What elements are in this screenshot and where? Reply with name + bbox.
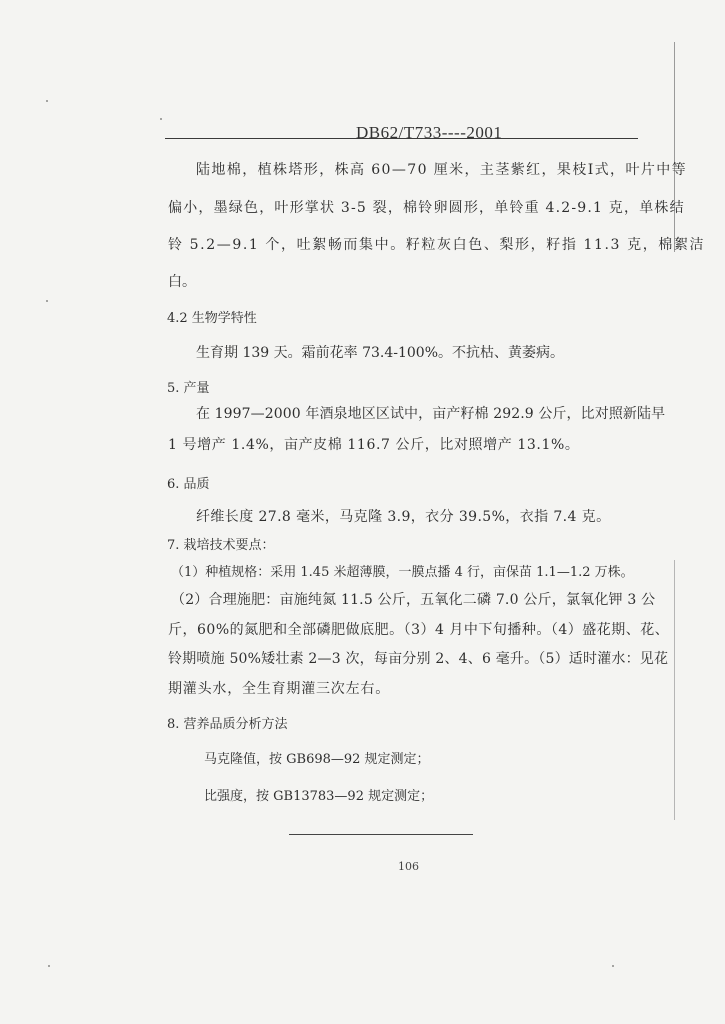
footer-rule	[289, 834, 473, 835]
scan-edge-mark	[674, 42, 675, 252]
body-line: 在 1997—2000 年酒泉地区区试中，亩产籽棉 292.9 公斤，比对照新陆早	[196, 406, 666, 422]
section-heading: 5. 产量	[167, 381, 210, 396]
body-line: 期灌头水，全生育期灌三次左右。	[168, 681, 390, 697]
page-number: 106	[398, 860, 419, 873]
scan-speck	[46, 100, 48, 102]
scan-edge-mark	[674, 560, 675, 820]
body-line: 陆地棉，植株塔形，株高 60—70 厘米，主茎紫红，果枝Ⅰ式，叶片中等	[196, 162, 688, 178]
body-line: 纤维长度 27.8 毫米，马克隆 3.9，衣分 39.5%，衣指 7.4 克。	[196, 509, 611, 525]
body-line: 1 号增产 1.4%，亩产皮棉 116.7 公斤，比对照增产 13.1%。	[168, 437, 580, 453]
body-line: 斤，60%的氮肥和全部磷肥做底肥。（3）4 月中下旬播种。（4）盛花期、花、	[168, 622, 670, 638]
body-line: （2）合理施肥：亩施纯氮 11.5 公斤，五氧化二磷 7.0 公斤，氯氧化钾 3 公	[171, 592, 656, 608]
scan-speck	[612, 965, 614, 967]
body-line: 铃期喷施 50%矮壮素 2—3 次，每亩分别 2、4、6 毫升。（5）适时灌水：见花	[168, 651, 669, 667]
body-line: 生育期 139 天。霜前花率 73.4-100%。不抗枯、黄萎病。	[196, 345, 564, 361]
section-heading: 7. 栽培技术要点：	[167, 538, 275, 553]
section-heading: 8. 营养品质分析方法	[167, 717, 288, 732]
header-rule	[165, 138, 638, 139]
body-line: 白。	[168, 274, 196, 290]
scan-speck	[46, 300, 48, 302]
body-line: 比强度，按 GB13783—92 规定测定；	[204, 789, 434, 804]
standard-code: DB62/T733----2001	[356, 123, 503, 142]
scan-speck	[48, 965, 50, 967]
body-line: 马克隆值，按 GB698—92 规定测定；	[204, 752, 430, 767]
body-line: 铃 5.2—9.1 个，吐絮畅而集中。籽粒灰白色、梨形，籽指 11.3 克，棉絮洁	[168, 237, 706, 253]
scan-speck	[160, 118, 162, 120]
body-line: 偏小，墨绿色，叶形掌状 3-5 裂，棉铃卵圆形，单铃重 4.2-9.1 克，单株结	[168, 200, 685, 216]
section-heading: 6. 品质	[167, 477, 210, 492]
section-heading: 4.2 生物学特性	[167, 311, 257, 326]
body-line: （1）种植规格：采用 1.45 米超薄膜，一膜点播 4 行，亩保苗 1.1—1.2 万株。	[171, 565, 634, 580]
